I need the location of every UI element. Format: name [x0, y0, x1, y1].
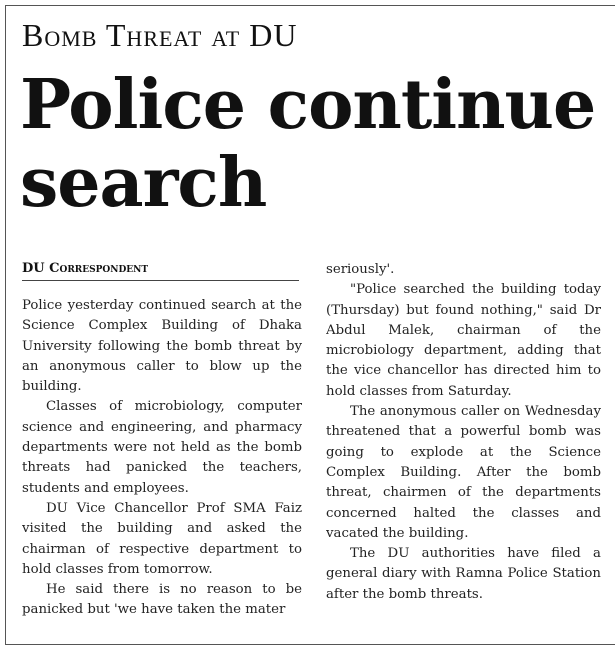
article-byline: DU Correspondent: [22, 258, 299, 281]
paragraph: The anonymous caller on Wednesday threatened that a powerful bomb was going to explode at the Science Complex Building. After the bomb threat, chairmen of the departments concerned halted the classes and vacated the building.: [326, 404, 601, 541]
paragraph: The DU authorities have filed a general diary with Ramna Police Station after the bomb threats.: [326, 546, 601, 602]
article-kicker: Bomb Threat at DU: [22, 17, 298, 53]
paragraph: He said there is no reason to be panicked but 'we have taken the mater: [22, 582, 302, 618]
paragraph: DU Vice Chancellor Prof SMA Faiz visited the building and asked the chairman of respective department to hold classes from tomorrow.: [22, 500, 302, 577]
article-headline: Police continue search: [20, 65, 596, 223]
paragraph: Police yesterday continued search at the Science Complex Building of Dhaka University following the bomb threat by an anonymous caller to blow up the building.: [22, 298, 302, 395]
article-column-left: [22, 296, 302, 642]
paragraph: "Police searched the building today (Thursday) but found nothing," said Dr Abdul Malek, chairman of the microbiology department, adding that the vice chancellor has directed him to hold classes from Saturday.: [326, 282, 601, 399]
paragraph-continuation: seriously'.: [326, 262, 395, 277]
article-column-right: [326, 260, 601, 630]
paragraph: Classes of microbiology, computer science and engineering, and pharmacy departments were not held as the bomb threats had panicked the teachers, students and employees.: [22, 399, 302, 496]
